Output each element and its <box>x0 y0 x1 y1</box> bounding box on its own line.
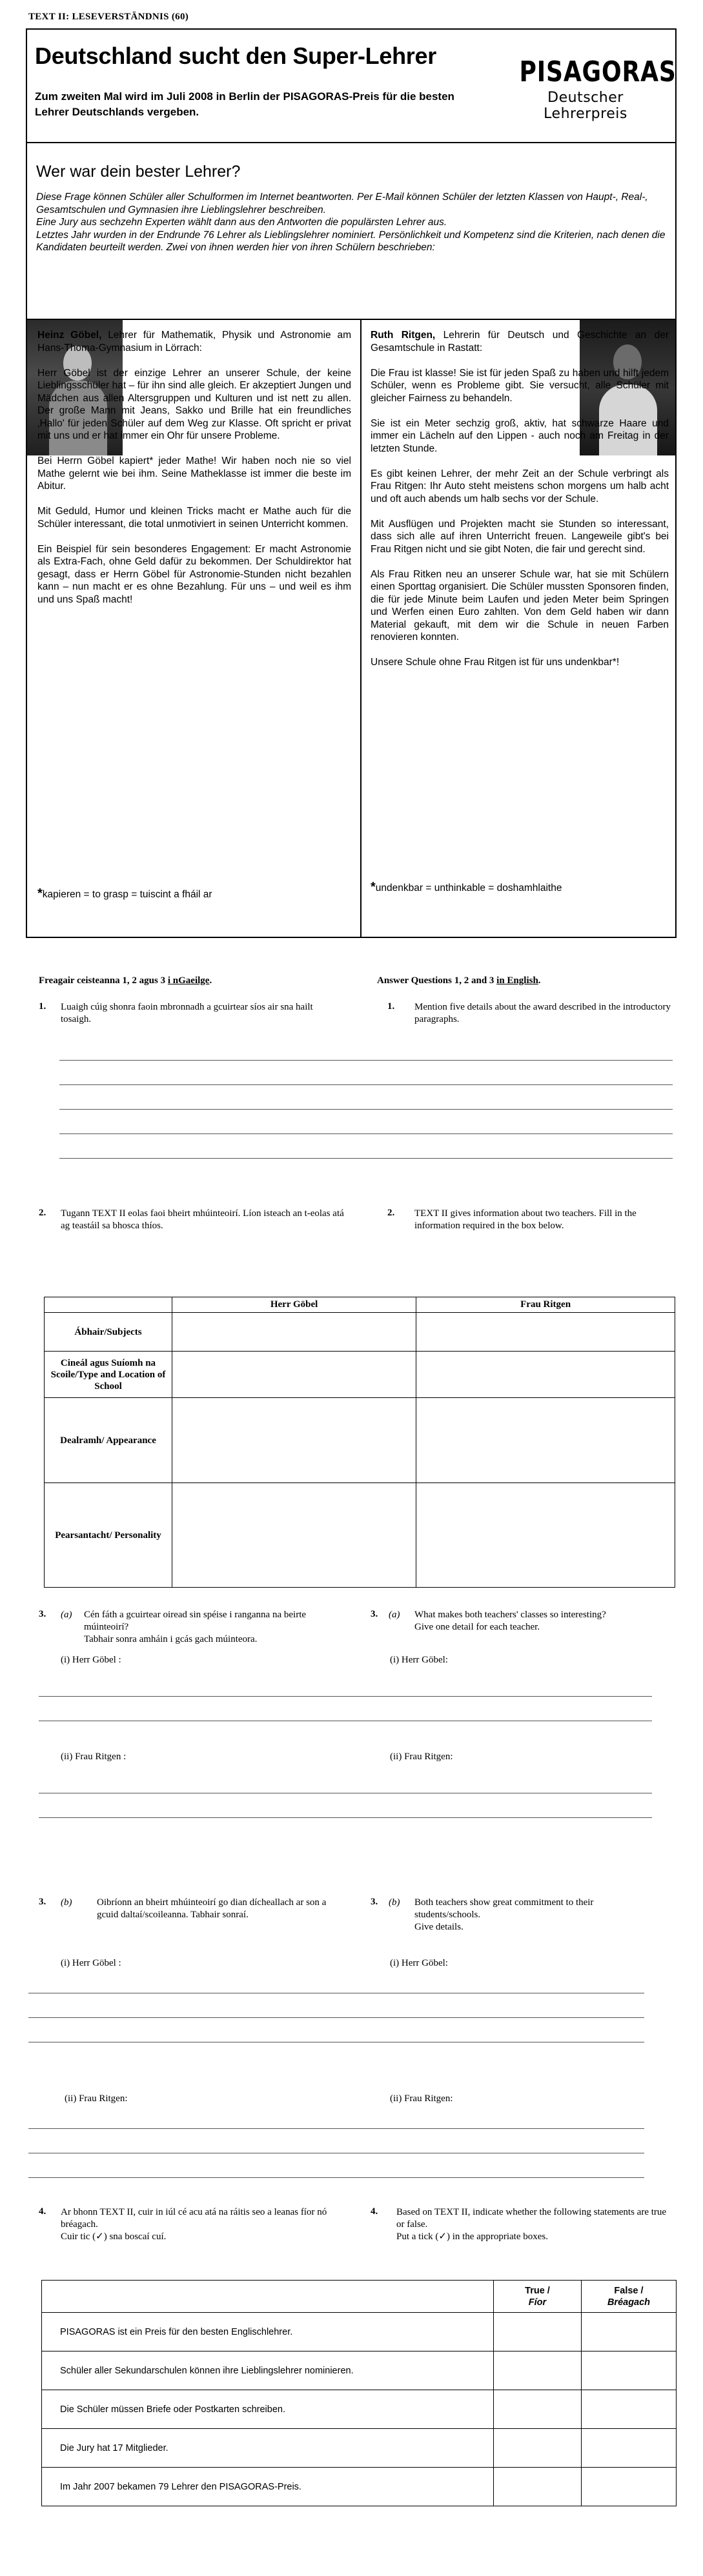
ritgen-intro <box>371 329 669 354</box>
intro-text <box>36 191 666 254</box>
logo-name: PISAGORAS <box>519 55 677 88</box>
false-checkbox[interactable] <box>582 2313 677 2351</box>
teacher-column-ritgen <box>362 320 675 937</box>
q2-number-en: 2. <box>387 1208 395 1218</box>
q3a-irish: Cén fáth a gcuirtear oiread sin spéise i ranganna na beirte múinteoirí? Tabhair sonra amháin i gcás gach múinteora. <box>84 1610 307 1644</box>
q3b-number-en: 3. <box>371 1897 378 1907</box>
q3b-ritgen-label-ga: (ii) Frau Ritgen: <box>65 2093 128 2104</box>
q3a-goebel-lines[interactable] <box>39 1672 652 1721</box>
q4-english: Based on TEXT II, indicate whether the following statements are true or false. Put a tick (✓) in the appropriate boxes. <box>396 2207 667 2242</box>
col-herr-goebel: Herr Göbel <box>172 1297 416 1313</box>
cell-ritgen-school[interactable] <box>416 1352 675 1398</box>
ritgen-p2: Sie ist ein Meter sechzig groß, aktiv, hat schwarze Haare und immer ein Lächeln auf den Lippen - auch noch am Freitag in der letzten Stunde. <box>371 417 669 454</box>
false-header: False / Bréagach <box>582 2281 677 2313</box>
statement-row: Im Jahr 2007 bekamen 79 Lehrer den PISAGORAS-Preis. <box>42 2468 494 2506</box>
row-appearance: Dealramh/ Appearance <box>45 1398 172 1483</box>
q3a-label-en: (a) <box>389 1610 400 1620</box>
article-headline: Deutschland sucht den Super-Lehrer <box>35 43 436 69</box>
row-subjects: Ábhair/Subjects <box>45 1313 172 1352</box>
ritgen-p4: Mit Ausflügen und Projekten macht sie Stunden so interessant, dass sich alle auf ihren Unterricht freuen. Langeweile gibt's bei Frau Ritgen nicht und sie gibt Noten, die fair und gerecht sind. <box>371 518 669 555</box>
q3a-ritgen-label-en: (ii) Frau Ritgen: <box>390 1752 453 1762</box>
q3-number-en: 3. <box>371 1609 378 1619</box>
q4-number-en: 4. <box>371 2206 378 2217</box>
row-school: Cineál agus Suíomh na Scoile/Type and Location of School <box>45 1352 172 1398</box>
true-checkbox[interactable] <box>494 2390 582 2429</box>
article-box <box>26 28 677 938</box>
q3b-goebel-label-ga: (i) Herr Göbel : <box>61 1958 121 1968</box>
statement-row: Die Jury hat 17 Mitglieder. <box>42 2429 494 2468</box>
ritgen-footnote: *undenkbar = unthinkable = doshamhlaithe <box>371 880 562 894</box>
intro-paragraph: Letztes Jahr wurden in der Endrunde 76 Lehrer als Lieblingslehrer nominiert. Persönlichkeit und Kompetenz sind die Kriterien, nach denen die Kandidaten beurteilt werden. Zwei von ihnen werden hier von ihren Schülern beschrieben: <box>36 229 666 253</box>
q1-irish: Luaigh cúig shonra faoin mbronnadh a gcuirtear síos air sna hailt tosaigh. <box>61 1002 313 1024</box>
article-header <box>27 30 675 143</box>
q2-irish: Tugann TEXT II eolas faoi bheirt mhúinteoirí. Líon isteach an t-eolas atá ag teastáil sa bhosca thíos. <box>61 1208 344 1231</box>
q3-number-ga: 3. <box>39 1609 46 1619</box>
logo-subtitle: Deutscher Lehrerpreis <box>544 90 627 122</box>
q3a-english: What makes both teachers' classes so interesting? Give one detail for each teacher. <box>414 1610 606 1632</box>
true-checkbox[interactable] <box>494 2351 582 2390</box>
question-heading-irish: Freagair ceisteanna 1, 2 agus 3 i nGaeilge. <box>39 975 212 986</box>
ritgen-p6: Unsere Schule ohne Frau Ritgen ist für uns undenkbar*! <box>371 657 620 668</box>
row-personality: Pearsantacht/ Personality <box>45 1483 172 1588</box>
cell-goebel-appearance[interactable] <box>172 1398 416 1483</box>
q3b-irish: Oibríonn an bheirt mhúinteoirí go dian dícheallach ar son a gcuid daltaí/scoileanna. Tabhair sonraí. <box>97 1897 327 1920</box>
q3a-goebel-label-ga: (i) Herr Göbel : <box>61 1655 121 1665</box>
q1-number-en: 1. <box>387 1001 395 1012</box>
q4-irish: Ar bhonn TEXT II, cuir in iúl cé acu atá na ráitis seo a leanas fíor nó bréagach. Cuir tic (✓) sna boscaí cuí. <box>61 2207 327 2242</box>
true-header: True / Fíor <box>494 2281 582 2313</box>
cell-ritgen-appearance[interactable] <box>416 1398 675 1483</box>
q3b-goebel-lines[interactable] <box>28 1969 644 2042</box>
pisagoras-logo <box>505 55 677 122</box>
false-checkbox[interactable] <box>582 2390 677 2429</box>
q3b-english: Both teachers show great commitment to their students/schools. Give details. <box>414 1897 594 1932</box>
goebel-p1: Herr Göbel ist der einzige Lehrer an unserer Schule, der keine Lieblingsschüler hat – für ihn sind alle gleich. Er akzeptiert Jungen und Mädchen aus allen Altersgruppen und Kulturen und ist nett zu allen. Der große Mann mit Jeans, Sakko und Brille hat ein freundliches ‚Hallo' für jeden Schüler auf dem Weg zur Klasse. Oft spricht er privat mit uns und er hat immer ein Ohr für unsere Probleme. <box>37 367 351 441</box>
q1-answer-lines[interactable] <box>59 1036 673 1159</box>
teacher-column-goebel <box>27 320 362 937</box>
q3a-goebel-label-en: (i) Herr Göbel: <box>390 1655 448 1665</box>
section-title: TEXT II: LESEVERSTÄNDNIS (60) <box>28 12 189 22</box>
false-checkbox[interactable] <box>582 2468 677 2506</box>
ritgen-p3: Es gibt keinen Lehrer, der mehr Zeit an der Schule verbringt als Frau Ritgen: Ihr Auto steht meistens schon morgens um halb acht und oft auch abends um halb sechs vor der Schule. <box>371 468 669 504</box>
cell-goebel-school[interactable] <box>172 1352 416 1398</box>
ritgen-name: Ruth Ritgen, <box>371 330 436 341</box>
cell-goebel-subjects[interactable] <box>172 1313 416 1352</box>
true-false-table <box>41 2280 677 2506</box>
ritgen-p5: Als Frau Ritken neu an unserer Schule war, hat sie mit Schülern einen Sporttag organisiert. Die Schüler mussten Sponsoren finden, die für jede Minute beim Laufen und jeden Meter beim Springen und Werfen einen Euro zahlten. Von dem Geld haben wir dann Material gekauft, mit dem wir die Schule in neuen Farben renovieren konnten. <box>371 568 669 643</box>
true-checkbox[interactable] <box>494 2313 582 2351</box>
ritgen-p1: Die Frau ist klasse! Sie ist für jeden Spaß zu haben und hilft jedem Schüler, wenn es Probleme gibt. Sie versucht, alle Schüler mit gleicher Fairness zu behandeln. <box>371 367 669 404</box>
q4-number-ga: 4. <box>39 2206 46 2217</box>
q3a-ritgen-label-ga: (ii) Frau Ritgen : <box>61 1752 127 1762</box>
goebel-text <box>37 329 351 619</box>
q3a-label-ga: (a) <box>61 1610 72 1620</box>
q2-number-ga: 2. <box>39 1208 46 1218</box>
teacher-info-table <box>44 1297 675 1588</box>
question-heading-english: Answer Questions 1, 2 and 3 in English. <box>377 975 541 986</box>
article-subhead: Zum zweiten Mal wird im Juli 2008 in Berlin der PISAGORAS-Preis für die besten Lehrer Deutschlands vergeben. <box>35 90 454 118</box>
q1-number-ga: 1. <box>39 1001 46 1012</box>
true-checkbox[interactable] <box>494 2429 582 2468</box>
false-checkbox[interactable] <box>582 2351 677 2390</box>
goebel-p4: Ein Beispiel für sein besonderes Engagement: Er macht Astronomie als Extra-Fach, ohne Geld dafür zu bekommen. Der Schuldirektor hat gesagt, dass er Herrn Göbel für Astronomie-Stunden nicht bezahlen kann – nun macht er es ohne Bezahlung. Für uns – und weil es ihm und uns Spaß macht! <box>37 543 351 605</box>
intro-paragraph: Eine Jury aus sechzehn Experten wählt dann aus den Antworten die populärsten Lehrer aus. <box>36 217 447 228</box>
ritgen-text <box>371 329 669 681</box>
false-checkbox[interactable] <box>582 2429 677 2468</box>
article-intro <box>27 143 675 320</box>
q1-english: Mention five details about the award described in the introductory paragraphs. <box>414 1002 671 1024</box>
cell-ritgen-subjects[interactable] <box>416 1313 675 1352</box>
q3b-label-ga: (b) <box>61 1897 72 1908</box>
goebel-p2: Bei Herrn Göbel kapiert* jeder Mathe! Wir haben noch nie so viel Mathe gelernt wie bei ihm. Seine Matheklasse ist immer die beste im Abitur. <box>37 455 351 492</box>
intro-question: Wer war dein bester Lehrer? <box>36 163 241 181</box>
cell-goebel-personality[interactable] <box>172 1483 416 1588</box>
teacher-columns <box>27 320 675 937</box>
goebel-name: Heinz Göbel, <box>37 330 102 341</box>
q3b-ritgen-label-en: (ii) Frau Ritgen: <box>390 2093 453 2104</box>
true-checkbox[interactable] <box>494 2468 582 2506</box>
col-frau-ritgen: Frau Ritgen <box>416 1297 675 1313</box>
q3b-label-en: (b) <box>389 1897 400 1908</box>
intro-paragraph: Diese Frage können Schüler aller Schulformen im Internet beantworten. Per E-Mail können Schüler der letzten Klassen von Haupt-, Real-, Gesamtschulen und Gymnasien ihre Lieblingslehrer beschreiben. <box>36 192 648 215</box>
q3b-ritgen-lines[interactable] <box>28 2104 644 2178</box>
statement-row: Schüler aller Sekundarschulen können ihre Lieblingslehrer nominieren. <box>42 2351 494 2390</box>
statement-row: PISAGORAS ist ein Preis für den besten Englischlehrer. <box>42 2313 494 2351</box>
goebel-intro <box>37 329 351 354</box>
q3a-ritgen-lines[interactable] <box>39 1769 652 1818</box>
q3b-goebel-label-en: (i) Herr Göbel: <box>390 1958 448 1968</box>
cell-ritgen-personality[interactable] <box>416 1483 675 1588</box>
q2-english: TEXT II gives information about two teachers. Fill in the information required in the box below. <box>414 1208 637 1231</box>
goebel-role: Lehrer für Mathematik, Physik und Astronomie am Hans-Thoma-Gymnasium in Lörrach: <box>37 330 351 354</box>
ritgen-role: Lehrerin für Deutsch und Geschichte an der Gesamtschule in Rastatt: <box>371 330 669 354</box>
goebel-p3: Mit Geduld, Humor und kleinen Tricks macht er Mathe auch für die Schüler interessant, die total unmotiviert in seinen Unterricht kommen. <box>37 506 351 530</box>
goebel-footnote: *kapieren = to grasp = tuiscint a fháil ar <box>37 886 212 901</box>
statement-row: Die Schüler müssen Briefe oder Postkarten schreiben. <box>42 2390 494 2429</box>
q3b-number-ga: 3. <box>39 1897 46 1907</box>
